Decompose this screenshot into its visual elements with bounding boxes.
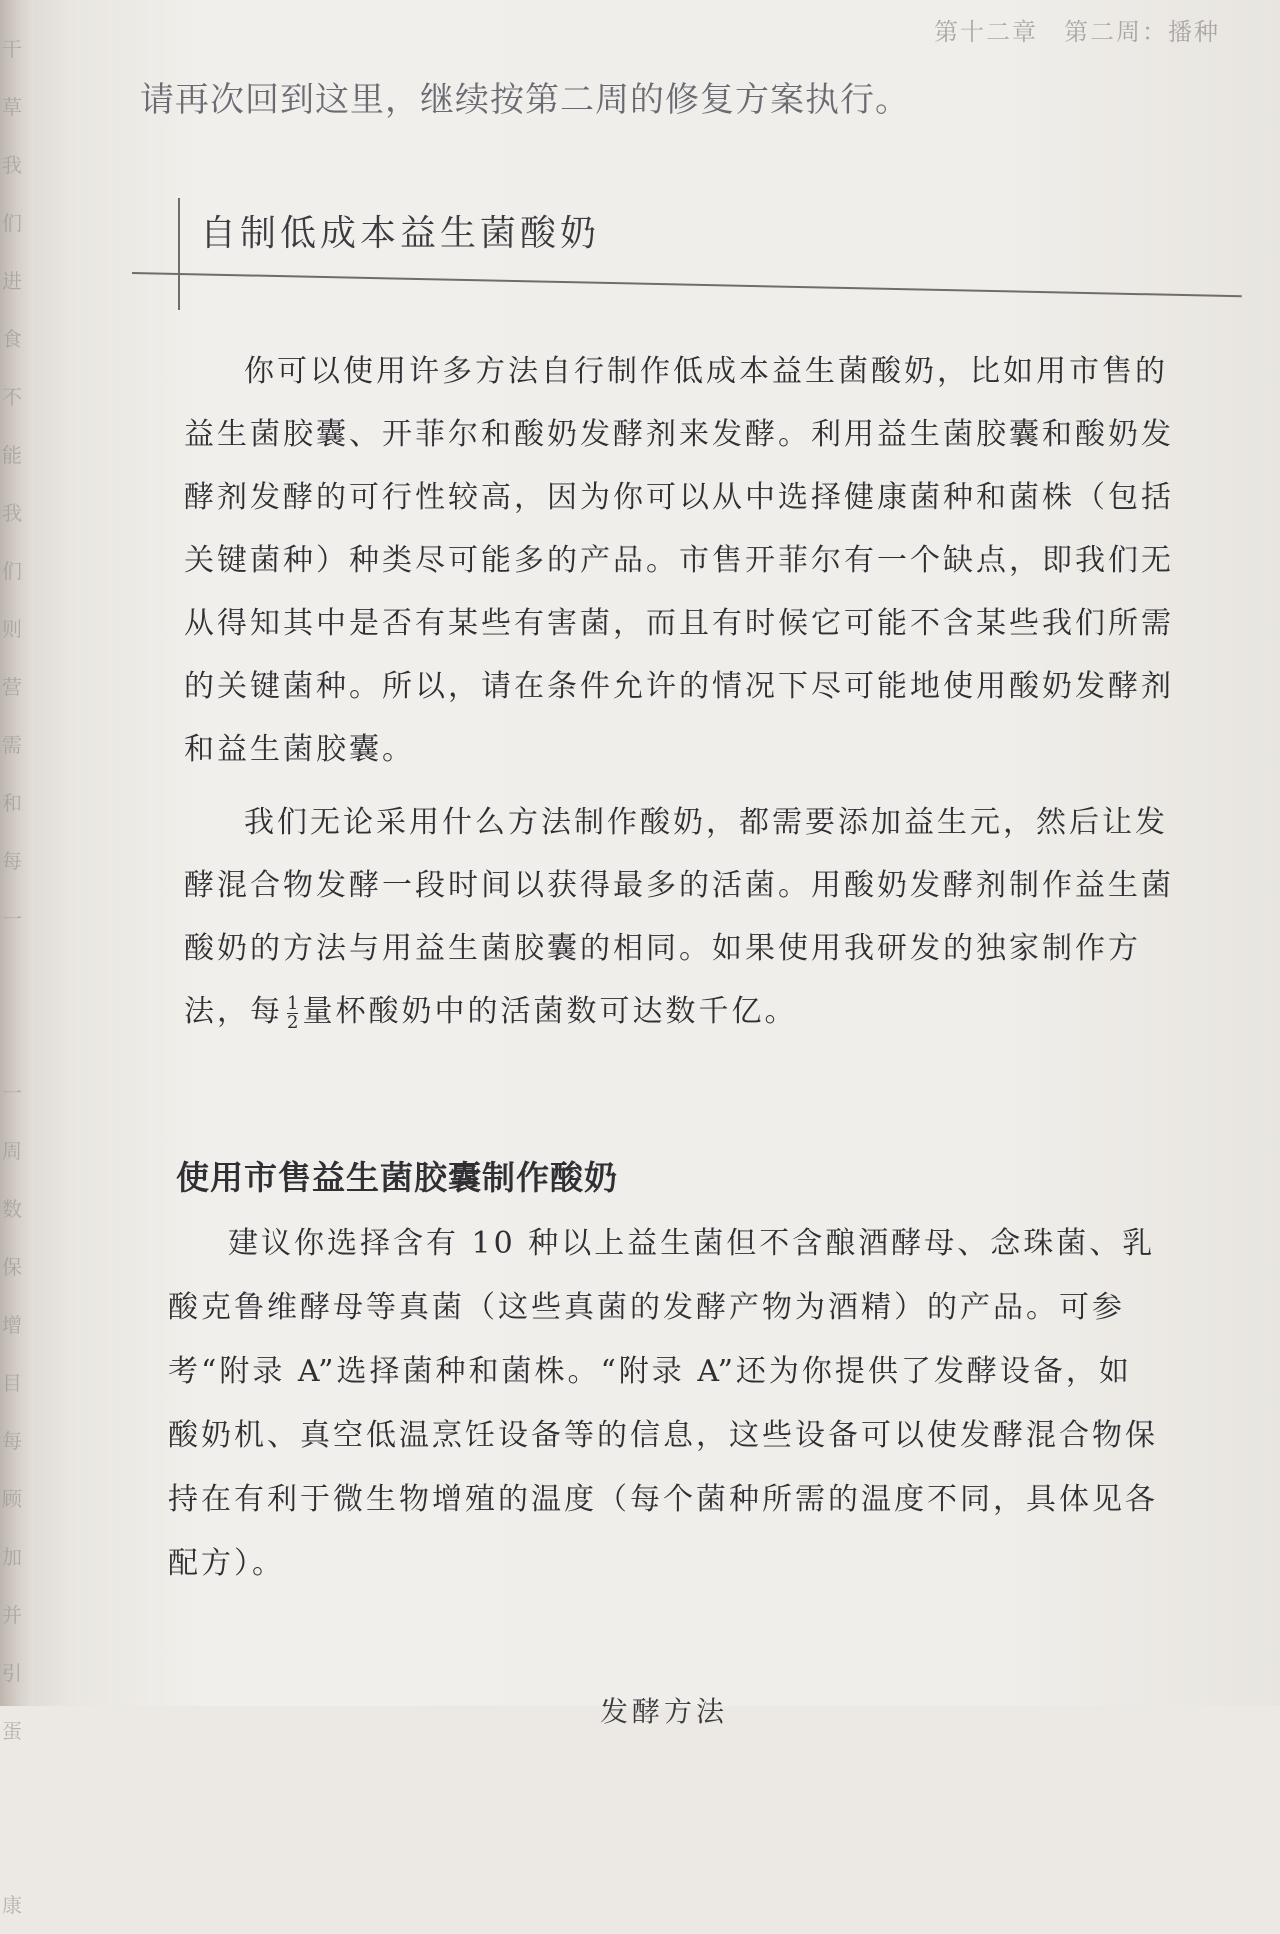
paragraph-2-text-before: 我们无论采用什么方法制作酸奶，都需要添加益生元，然后让发酵混合物发酵一段时间以获得最多的活菌。用酸奶发酵剂制作益生菌酸奶的方法与用益生菌胶囊的相同。如果使用我研发的独家制作方法，每 (184, 805, 1174, 1029)
section-body (184, 340, 1184, 1043)
fraction-one-half (287, 992, 299, 1033)
intro-line: 请再次回到这里，继续按第二周的修复方案执行。 (140, 80, 910, 120)
facing-page-text: 干草 我们 进食 不能 我们 则 营 需和 每一 一周数 保 增目 每顾 加 并引 蛋 康 (2, 37, 22, 1917)
next-heading-fragment: 发酵方法 (600, 1695, 729, 1728)
heading-rule (132, 272, 1242, 297)
paragraph-2-text-after: 量杯酸奶中的活菌数可达数千亿。 (302, 994, 798, 1029)
paragraph-1: 你可以使用许多方法自行制作低成本益生菌酸奶，比如用市售的益生菌胶囊、开菲尔和酸奶发酵剂来发酵。利用益生菌胶囊和酸奶发酵剂发酵的可行性较高，因为你可以从中选择健康菌种和菌株（包括关键菌种）种类尽可能多的产品。市售开菲尔有一个缺点，即我们无从得知其中是否有某些有害菌，而且有时候它可能不含某些我们所需的关键菌种。所以，请在条件允许的情况下尽可能地使用酸奶发酵剂和益生菌胶囊。 (184, 354, 1174, 767)
fraction-denominator: 2 (287, 1011, 299, 1033)
running-header: 第十二章 第二周：播种 (934, 18, 1220, 46)
fraction-numerator: 1 (287, 992, 299, 1014)
facing-page-edge (0, 0, 34, 1917)
section-heading: 自制低成本益生菌酸奶 (200, 213, 601, 254)
paragraph-2 (184, 791, 1184, 1043)
subsection-paragraph: 建议你选择含有 10 种以上益生菌但不含酿酒酵母、念珠菌、乳酸克鲁维酵母等真菌（这些真菌的发酵产物为酒精）的产品。可参考“附录 A”选择菌种和菌株。“附录 A”还为你提供了发酵设备，如酸奶机、真空低温烹饪设备等的信息，这些设备可以使发酵混合物保持在有利于微生物增殖的温度（每个菌种所需的温度不同，具体见各配方）。 (168, 1226, 1158, 1581)
heading-tick-mark (178, 198, 180, 310)
subsection-body (168, 1212, 1158, 1596)
subsection-heading: 使用市售益生菌胶囊制作酸奶 (176, 1158, 618, 1197)
